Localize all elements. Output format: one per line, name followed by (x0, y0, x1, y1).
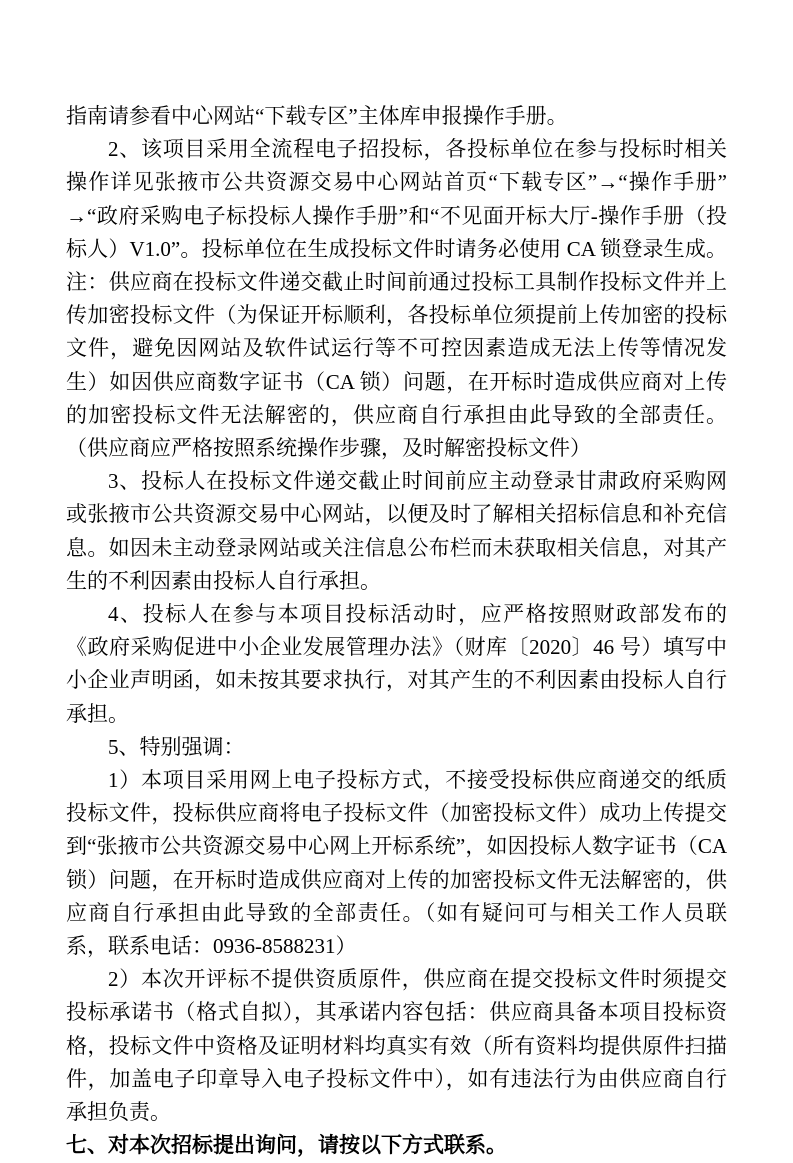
paragraph-continuation: 指南请参看中心网站“下载专区”主体库申报操作手册。 (66, 104, 568, 128)
paragraph-item-2: 2、该项目采用全流程电子招投标，各投标单位在参与投标时相关操作详见张掖市公共资源交易中心网站首页“下载专区”→“操作手册”→“政府采购电子标投标人操作手册”和“不见面开标大厅-操作手册（投标人）V1.0”。投标单位在生成投标文件时请务必使用 CA 锁登录生成。注：供应商在投标文件递交截止时间前通过投标工具制作投标文件并上传加密投标文件（为保证开标顺利，各投标单位须提前上传加密的投标文件，避免因网站及软件试运行等不可控因素造成无法上传等情况发生）如因供应商数字证书（CA 锁）问题，在开标时造成供应商对上传的加密投标文件无法解密的，供应商自行承担由此导致的全部责任。（供应商应严格按照系统操作步骤，及时解密投标文件） (66, 137, 727, 461)
section-heading: 七、对本次招标提出询问，请按以下方式联系。 (66, 1134, 507, 1158)
paragraph-item-5: 5、特别强调： (108, 734, 245, 759)
paragraph-subitem-1: 1）本项目采用网上电子投标方式，不接受投标供应商递交的纸质投标文件，投标供应商将电子投标文件（加密投标文件）成功上传提交到“张掖市公共资源交易中心网上开标系统”，如因投标人数字证书（CA 锁）问题，在开标时造成供应商对上传的加密投标文件无法解密的，供应商自行承担由此导致的全部责任。（如有疑问可与相关工作人员联系，联系电话：0936-8588231） (66, 768, 727, 959)
paragraph-item-3: 3、投标人在投标文件递交截止时间前应主动登录甘肃政府采购网或张掖市公共资源交易中心网站，以便及时了解相关招标信息和补充信息。如因未主动登录网站或关注信息公布栏而未获取相关信息，对其产生的不利因素由投标人自行承担。 (66, 469, 727, 593)
paragraph-subitem-2: 2）本次开评标不提供资质原件，供应商在提交投标文件时须提交投标承诺书（格式自拟），其承诺内容包括：供应商具备本项目投标资格，投标文件中资格及证明材料均真实有效（所有资料均提供原件扫描件，加盖电子印章导入电子投标文件中），如有违法行为由供应商自行承担负责。 (66, 967, 727, 1125)
paragraph-item-4: 4、投标人在参与本项目投标活动时，应严格按照财政部发布的《政府采购促进中小企业发展管理办法》（财库〔2020〕46 号）填写中小企业声明函，如未按其要求执行，对其产生的不利因素由投标人自行承担。 (66, 602, 727, 726)
document-body (66, 100, 727, 1163)
